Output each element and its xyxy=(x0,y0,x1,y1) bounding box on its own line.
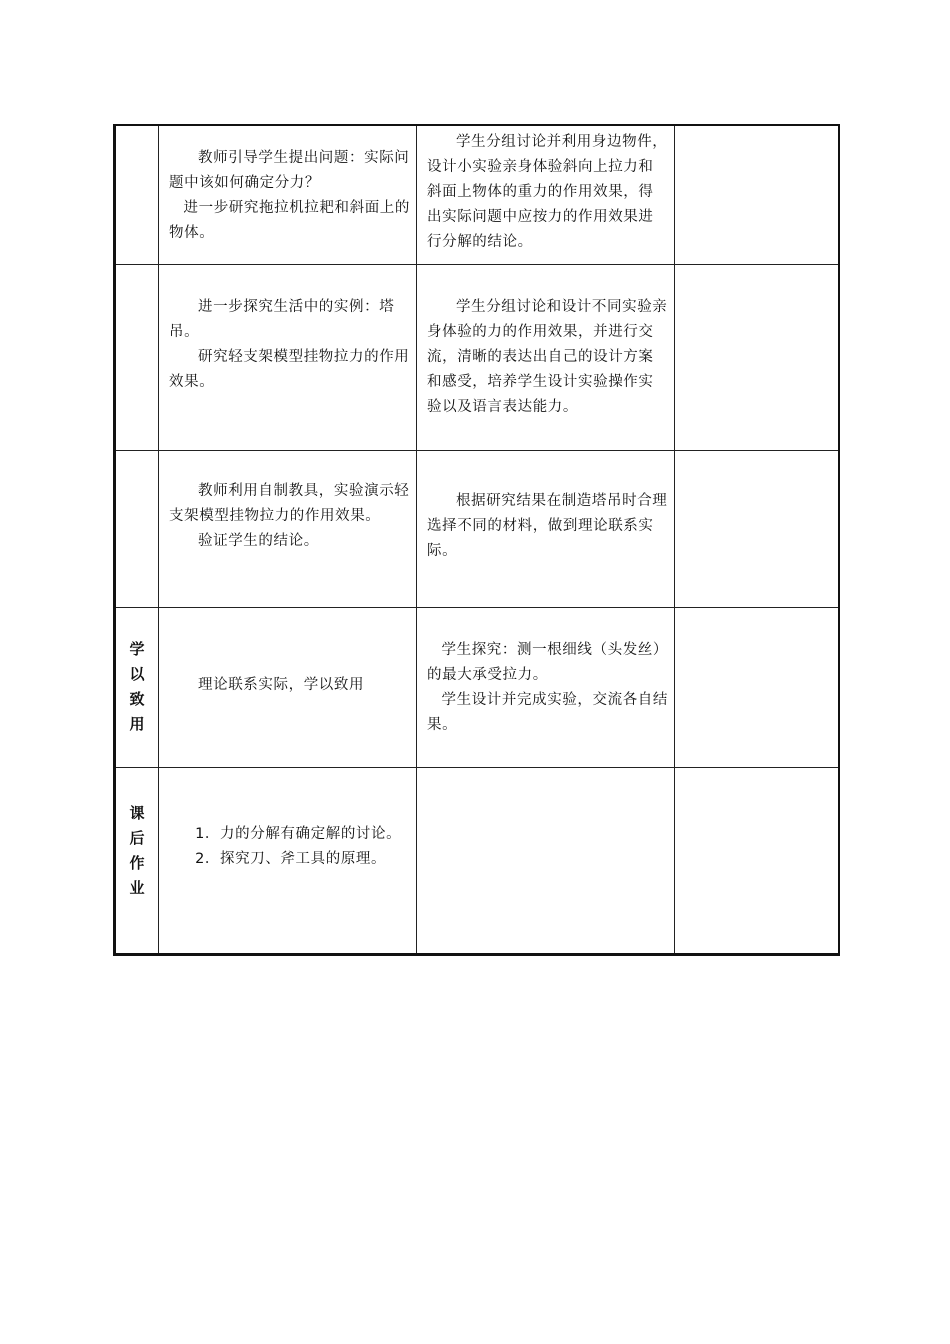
student-text: 根据研究结果在制造塔吊时合理选择不同的材料，做到理论联系实际。 xyxy=(427,492,668,559)
notes-cell xyxy=(675,125,839,264)
teacher-activity-cell xyxy=(159,125,417,264)
student-activity-cell xyxy=(417,264,675,450)
student-activity-cell xyxy=(417,125,675,264)
notes-cell xyxy=(675,767,839,954)
student-text: 学生探究：测一根细线（头发丝）的最大承受拉力。 xyxy=(427,641,668,683)
teacher-text: 教师引导学生提出问题：实际问题中该如何确定分力？ xyxy=(169,150,410,191)
teacher-activity-cell xyxy=(159,264,417,450)
student-activity-cell xyxy=(417,607,675,767)
teacher-activity-cell xyxy=(159,450,417,607)
section-label-cell xyxy=(115,450,159,607)
teacher-text: 进一步探究生活中的实例：塔吊。 xyxy=(169,298,395,340)
section-label-cell xyxy=(115,607,159,767)
table-row xyxy=(115,450,839,607)
homework-item: 2．探究刀、斧工具的原理。 xyxy=(195,850,387,867)
section-label-cell xyxy=(115,767,159,954)
teacher-text: 验证学生的结论。 xyxy=(198,532,319,549)
student-text: 学生设计并完成实验，交流各自结果。 xyxy=(427,691,668,733)
section-label-apply: 学 以 致 用 xyxy=(129,640,145,733)
table-row xyxy=(115,607,839,767)
student-activity-cell xyxy=(417,450,675,607)
section-label-cell xyxy=(115,264,159,450)
teacher-text: 研究轻支架模型挂物拉力的作用效果。 xyxy=(169,348,410,390)
notes-cell xyxy=(675,607,839,767)
student-text: 学生分组讨论并利用身边物件，设计小实验亲身体验斜向上拉力和斜面上物体的重力的作用效果，得出实际问题中应按力的作用效果进行分解的结论。 xyxy=(427,134,668,250)
student-activity-cell xyxy=(417,767,675,954)
teacher-text: 教师利用自制教具，实验演示轻支架模型挂物拉力的作用效果。 xyxy=(169,482,410,524)
teacher-text: 理论联系实际，学以致用 xyxy=(198,676,365,693)
notes-cell xyxy=(675,264,839,450)
notes-cell xyxy=(675,450,839,607)
lesson-plan-table xyxy=(113,124,840,956)
homework-item: 1．力的分解有确定解的讨论。 xyxy=(195,825,402,842)
section-label-cell xyxy=(115,125,159,264)
teacher-text: 进一步研究拖拉机拉耙和斜面上的物体。 xyxy=(169,200,410,241)
table-row xyxy=(115,264,839,450)
teacher-activity-cell xyxy=(159,607,417,767)
table-row xyxy=(115,767,839,954)
table-row xyxy=(115,125,839,264)
student-text: 学生分组讨论和设计不同实验亲身体验的力的作用效果，并进行交流，清晰的表达出自己的设计方案和感受，培养学生设计实验操作实验以及语言表达能力。 xyxy=(427,298,668,415)
section-label-homework: 课 后 作 业 xyxy=(129,804,145,897)
teacher-activity-cell xyxy=(159,767,417,954)
